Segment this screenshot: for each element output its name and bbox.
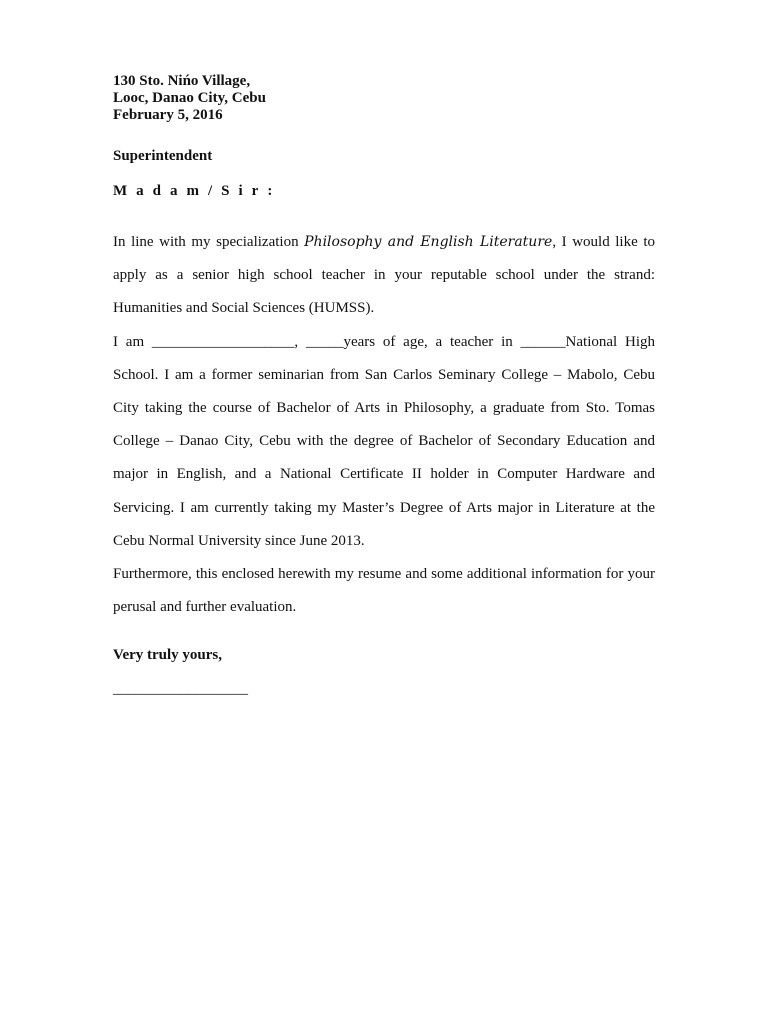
letter	[113, 73, 655, 698]
paragraph-background: I am ___________________, _____years of age, a teacher in ______National High School. I am a former seminarian from San Carlos Seminary College – Mabolo, Cebu City taking the course of Bachelor of Arts in Philosophy, a graduate from Sto. Tomas College – Danao City, Cebu with the degree of Bachelor of Secondary Education and major in English, and a National Certificate II holder in Computer Hardware and Servicing. I am currently taking my Master’s Degree of Arts major in Literature at the Cebu Normal University since June 2013.	[113, 333, 655, 549]
sender-address-block	[113, 73, 655, 124]
paragraph-intro	[113, 226, 655, 326]
salutation: Madam/Sir:	[113, 183, 282, 199]
paragraph-enclosure: Furthermore, this enclosed herewith my resume and some additional information for your perusal and further evaluation.	[113, 566, 655, 616]
address-line-1: 130 Sto. Nińo Village,	[113, 73, 251, 89]
letter-date: February 5, 2016	[113, 107, 223, 123]
paragraph-intro-end: , I would like to apply as a senior high school teacher in your reputable school under the strand: Humanities and Social Sciences (HUMSS).	[113, 234, 655, 317]
address-line-2: Looc, Danao City, Cebu	[113, 90, 266, 106]
signature-line: __________________	[113, 681, 248, 698]
closing: Very truly yours,	[113, 647, 223, 664]
letter-body	[113, 226, 655, 624]
paragraph-intro-start: In line with my specialization	[113, 234, 305, 250]
specialization-text: Philosophy and English Literature	[304, 234, 553, 250]
recipient: Superintendent	[113, 148, 213, 164]
